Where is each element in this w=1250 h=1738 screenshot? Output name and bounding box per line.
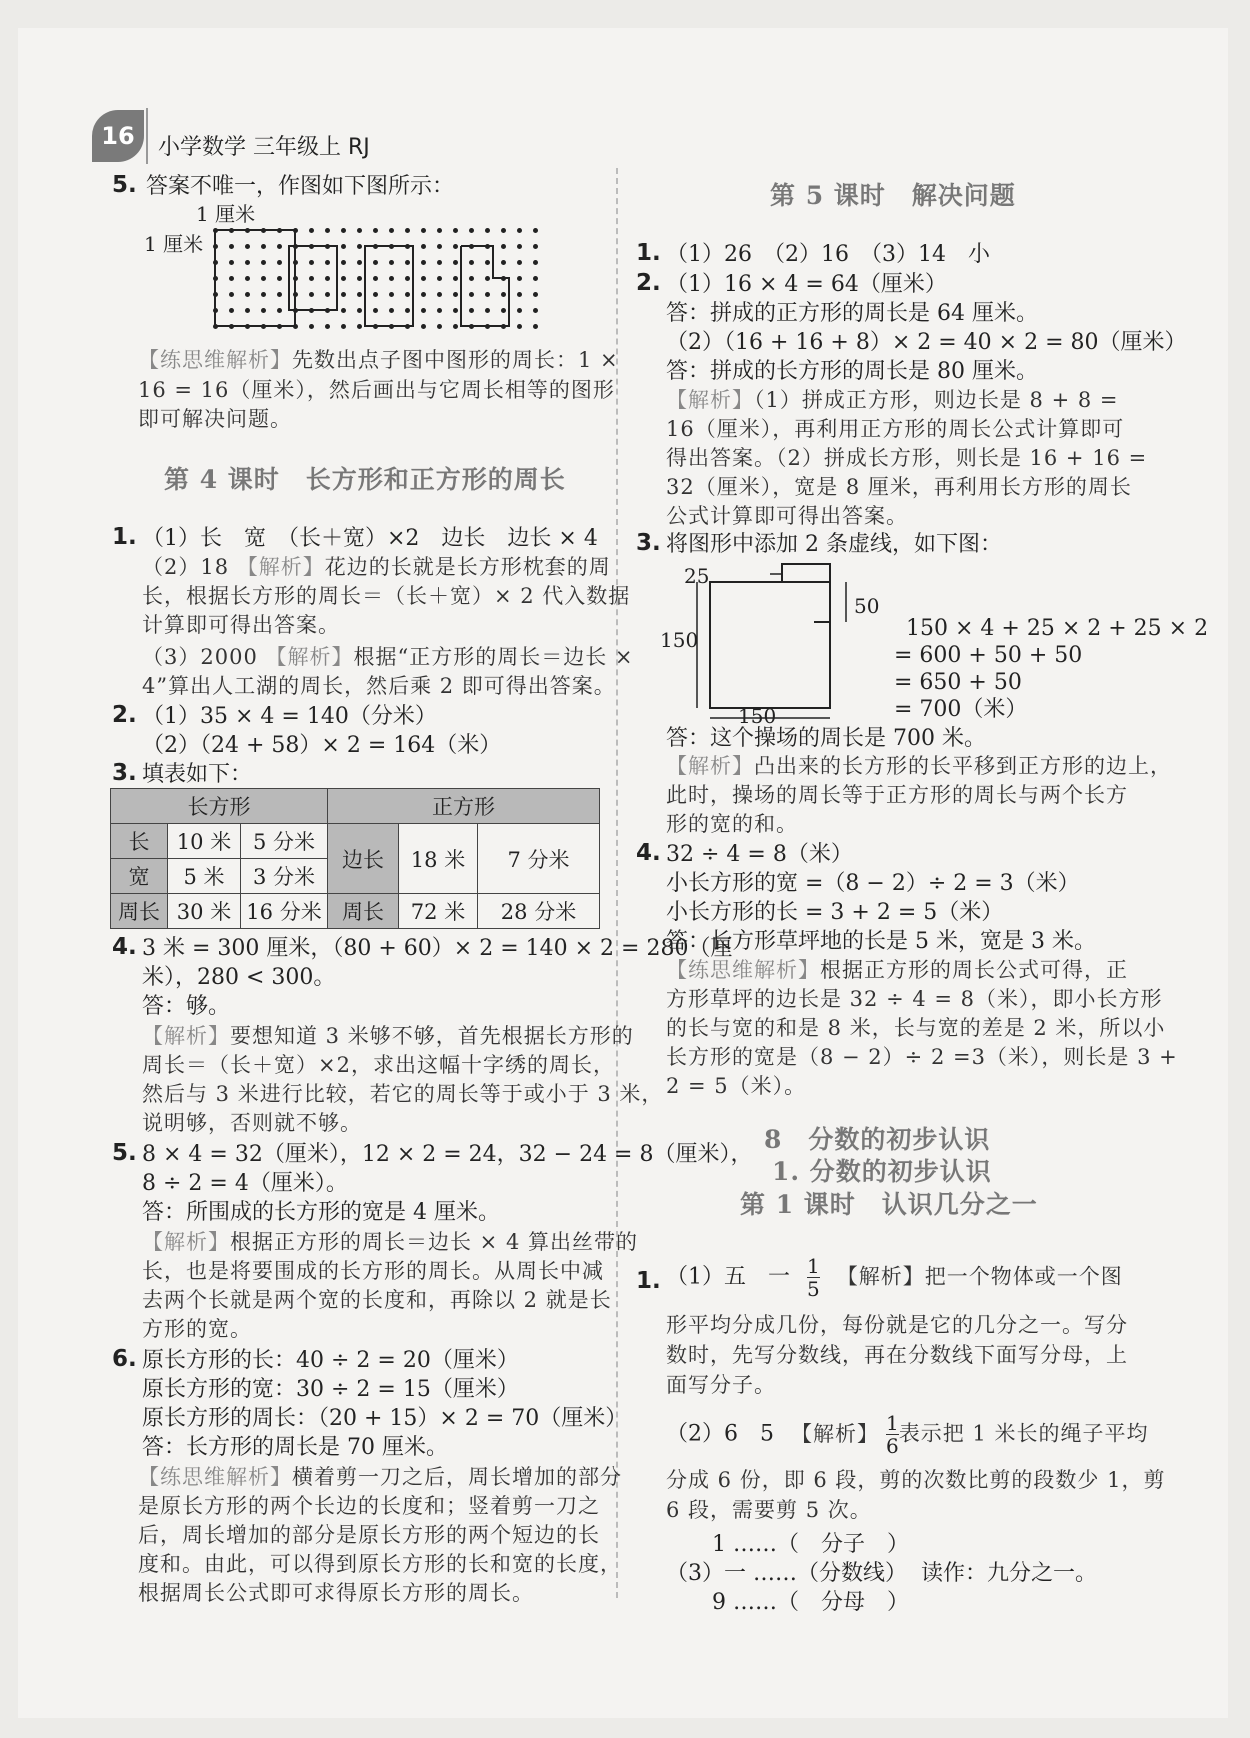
l-q6-ex1: 横着剪一刀之后，周长增加的部分 [292,1465,622,1489]
r-q3-tag: 【解析】 [666,754,754,778]
frac1-den: 5 [807,1277,820,1301]
q5-explain-1: 先数出点子图中图形的周长：1 × [292,348,619,372]
l-q5b-ex3: 去两个长就是两个宽的长度和，再除以 2 就是长 [142,1288,612,1312]
unit-8-subtitle: 1. 分数的初步认识 [772,1157,992,1186]
l-q4-ex4: 说明够，否则就不够。 [142,1111,362,1135]
r-q3-calc4: = 700（米） [894,697,1028,722]
r-q3-calc3: = 650 + 50 [894,670,1022,695]
section-5-title: 第 5 课时 解决问题 [770,181,1016,210]
r-q2-ex1: （1）拼成正方形，则边长是 8 + 8 = [754,388,1119,412]
shape-poly-4 [461,246,509,326]
l-q4-ex2: 周长＝（长＋宽）×2，求出这幅十字绣的周长， [142,1053,615,1077]
lbl-150-side: 150 [660,628,699,652]
lbl-150-bottom: 150 [738,704,777,728]
l-q4-ex1: 要想知道 3 米够不够，首先根据长方形的 [230,1024,634,1048]
q5-number: 5. [112,172,137,198]
l-q6-line4: 答：长方形的周长是 70 厘米。 [142,1435,448,1460]
l-q5b-tag: 【解析】 [142,1230,230,1254]
u8-q1-l1a: （1）五 一 [666,1264,790,1290]
l-q4-line1: 3 米 = 300 厘米，（80 + 60）× 2 = 140 × 2 = 280（厘 [142,936,733,961]
l-q4-line2: 米），280 < 300。 [142,965,336,990]
answer-table [110,788,600,929]
l-q1-tag2: 【解析】 [265,645,354,669]
r-q3-text: 将图形中添加 2 条虚线，如下图： [666,532,1002,557]
r-q3-ex3: 形的宽的和。 [666,812,798,836]
frac2-num: 1 [886,1411,899,1435]
u8-q1-number: 1. [636,1268,661,1294]
th-rect: 长方形 [111,789,328,824]
shape-rect-1 [215,230,295,326]
r-q2-ex2: 16（厘米），再利用正方形的周长公式计算即可 [666,417,1125,441]
square-field [710,582,830,708]
frac1-num: 1 [807,1254,820,1278]
u8-q1-l5a: （2）6 5 [666,1421,774,1447]
row-len-v1: 10 米 [168,824,241,859]
r-q3-ex2: 此时，操场的周长等于正方形的周长与两个长方 [666,783,1128,807]
r-q4-ex5: 2 = 5（米）。 [666,1074,807,1098]
u8-q1-l2: 形平均分成几份，每份就是它的几分之一。写分 [666,1313,1128,1337]
u8-q1-l9b: 读作：九分之一。 [921,1561,1098,1586]
l-q1-line3: 长，根据长方形的周长＝（长＋宽）× 2 代入数据 [142,584,631,608]
l-q6-tag: 【练思维解析】 [138,1465,292,1489]
u8-q1-l8: 1 ……（ 分子 ） [712,1532,909,1557]
l-q2-line1: （1）35 × 4 = 140（分米） [142,704,437,729]
l-q1-number: 1. [112,524,137,550]
r-q4-line4: 答：长方形草坪地的长是 5 米，宽是 3 米。 [666,929,1096,954]
u8-q1-l4: 面写分子。 [666,1373,776,1397]
r-q4-tag: 【练思维解析】 [666,958,820,982]
r-q4-line1: 32 ÷ 4 = 8（米） [666,842,853,867]
r-q2-tag: 【解析】 [666,388,754,412]
l-q5b-ex1: 根据正方形的周长＝边长 × 4 算出丝带的 [230,1230,638,1254]
l-q5b-line1: 8 × 4 = 32（厘米），12 × 2 = 24，32 − 24 = 8（厘米）， [142,1142,753,1167]
r-q2-line4: 答：拼成的长方形的周长是 80 厘米。 [666,359,1038,384]
l-q6-ex5: 根据周长公式即可求得原长方形的周长。 [138,1581,534,1605]
q5-text: 答案不唯一，作图如下图所示： [146,174,455,199]
l-q5b-number: 5. [112,1140,137,1166]
u8-q1-l10: 9 ……（ 分母 ） [712,1590,909,1615]
l-q1-line5b: 根据“正方形的周长＝边长 × [353,645,634,669]
r-q1-text: （1）26 （2）16 （3）14 小 [666,242,990,267]
page-number-badge: 16 [92,110,144,162]
frac2-den: 6 [886,1434,899,1458]
q5-label-top: 1 厘米 [196,202,256,226]
r-q4-ex1: 根据正方形的周长公式可得，正 [820,958,1128,982]
l-q1-line2a: （2）18 [142,555,230,579]
row-per-v2: 16 分米 [241,894,328,929]
outer-shape [710,564,830,622]
q5-explain-3: 即可解决问题。 [138,407,292,431]
shape-rect-3 [365,246,413,326]
l-q3-number: 3. [112,760,137,786]
row-side-label: 边长 [328,824,399,894]
l-q1-line4: 计算即可得出答案。 [142,613,340,637]
row-sper-v1: 72 米 [399,894,478,929]
r-q3-calc2: = 600 + 50 + 50 [894,643,1083,668]
r-q2-line3: （2）（16 + 16 + 8）× 2 = 40 × 2 = 80（厘米） [666,330,1187,355]
r-q1-number: 1. [636,240,661,266]
r-q2-line1: （1）16 × 4 = 64（厘米） [666,272,947,297]
l-q4-tag: 【解析】 [142,1024,230,1048]
u8-q1-l3: 数时，先写分数线，再在分数线下面写分母，上 [666,1343,1128,1367]
unit-8-title: 8 分数的初步认识 [764,1125,991,1154]
l-q6-number: 6. [112,1346,137,1372]
r-q3-answer: 答：这个操场的周长是 700 米。 [666,726,986,751]
column-divider [616,168,618,1598]
row-len-v2: 5 分米 [241,824,328,859]
lbl-50: 50 [854,594,880,618]
row-sper-v2: 28 分米 [478,894,600,929]
l-q3-text: 填表如下： [142,762,253,787]
row-sper-label: 周长 [328,894,399,929]
section-4-title: 第 4 课时 长方形和正方形的周长 [164,465,566,494]
r-q4-line2: 小长方形的宽 =（8 − 2）÷ 2 = 3（米） [666,871,1080,896]
q5-explain-2: 16 = 16（厘米），然后画出与它周长相等的图形 [138,378,615,402]
unit-8-lesson: 第 1 课时 认识几分之一 [740,1190,1038,1219]
l-q1-line1: （1）长 宽 （长＋宽）×2 边长 边长 × 4 [142,526,598,551]
r-q2-ex3: 得出答案。（2）拼成长方形，则长是 16 + 16 = [666,446,1148,470]
q5-tag: 【练思维解析】 [138,348,292,372]
row-wid-v2: 3 分米 [241,859,328,894]
row-per-v1: 30 米 [168,894,241,929]
u8-q1-tag2: 【解析】 [791,1421,879,1446]
r-q4-number: 4. [636,840,661,866]
u8-q1-l7: 6 段，需要剪 5 次。 [666,1498,872,1522]
row-per-label: 周长 [111,894,168,929]
r-q2-number: 2. [636,270,661,296]
r-q3-number: 3. [636,530,661,556]
l-q5b-ex2: 长，也是将要围成的长方形的周长。从周长中减 [142,1259,604,1283]
u8-q1-l5b: 表示把 1 米长的绳子平均 [898,1421,1149,1446]
r-q2-line2: 答：拼成的正方形的周长是 64 厘米。 [666,301,1038,326]
book-title: 小学数学 三年级上 RJ [158,135,370,160]
r-q4-ex4: 长方形的宽是（8 − 2）÷ 2 =3（米），则长是 3 + [666,1045,1178,1069]
l-q6-line2: 原长方形的宽：30 ÷ 2 = 15（厘米） [142,1377,519,1402]
l-q6-ex3: 后，周长增加的部分是原长方形的两个短边的长 [138,1523,600,1547]
u8-q1-l1b: 把一个物体或一个图 [924,1264,1123,1289]
row-side-v1: 18 米 [399,824,478,894]
l-q6-ex4: 度和。由此，可以得到原长方形的长和宽的长度， [138,1552,622,1576]
l-q6-line3: 原长方形的周长：（20 + 15）× 2 = 70（厘米） [142,1406,628,1431]
lbl-25: 25 [684,564,710,588]
l-q2-number: 2. [112,702,137,728]
l-q5b-line3: 答：所围成的长方形的宽是 4 厘米。 [142,1200,500,1225]
l-q1-line5a: （3）2000 [142,645,258,669]
u8-q1-tag1: 【解析】 [836,1264,925,1289]
shape-rect-2 [289,246,337,310]
l-q6-ex2: 是原长方形的两个长边的长度和；竖着剪一刀之 [138,1494,600,1518]
r-q3-calc1: 150 × 4 + 25 × 2 + 25 × 2 [906,616,1209,641]
u8-q1-l6: 分成 6 份，即 6 段，剪的次数比剪的段数少 1，剪 [666,1468,1166,1492]
l-q1-tag1: 【解析】 [236,555,325,579]
r-q2-ex4: 32（厘米），宽是 8 厘米，再利用长方形的周长 [666,475,1132,499]
r-q2-ex5: 公式计算即可得出答案。 [666,504,908,528]
l-q4-ex3: 然后与 3 米进行比较，若它的周长等于或小于 3 米， [142,1082,664,1106]
fraction-one-fifth [807,1255,820,1300]
fraction-one-sixth [886,1412,899,1457]
u8-q1-l9a: （3）一 ……（分数线） [666,1561,907,1586]
l-q1-line6: 4”算出人工湖的周长，然后乘 2 即可得出答案。 [142,674,616,698]
l-q2-line2: （2）（24 + 58）× 2 = 164（米） [142,733,502,758]
r-q4-line3: 小长方形的长 = 3 + 2 = 5（米） [666,900,1004,925]
l-q5b-ex4: 方形的宽。 [142,1317,252,1341]
row-side-v2: 7 分米 [478,824,600,894]
l-q6-line1: 原长方形的长：40 ÷ 2 = 20（厘米） [142,1348,519,1373]
l-q4-number: 4. [112,934,137,960]
r-q3-ex1: 凸出来的长方形的长平移到正方形的边上， [754,754,1172,778]
row-len-label: 长 [111,824,168,859]
q5-label-left: 1 厘米 [144,232,204,256]
l-q4-line3: 答：够。 [142,994,231,1019]
l-q1-line2b: 花边的长就是长方形枕套的周 [324,555,611,579]
l-q5b-line2: 8 ÷ 2 = 4（厘米）。 [142,1171,348,1196]
th-square: 正方形 [328,789,600,824]
r-q4-ex2: 方形草坪的边长是 32 ÷ 4 = 8（米），即小长方形 [666,987,1163,1011]
row-wid-label: 宽 [111,859,168,894]
r-q4-ex3: 的长与宽的和是 8 米，长与宽的差是 2 米，所以小 [666,1016,1166,1040]
dot-grid-shapes [205,222,545,342]
row-wid-v1: 5 米 [168,859,241,894]
